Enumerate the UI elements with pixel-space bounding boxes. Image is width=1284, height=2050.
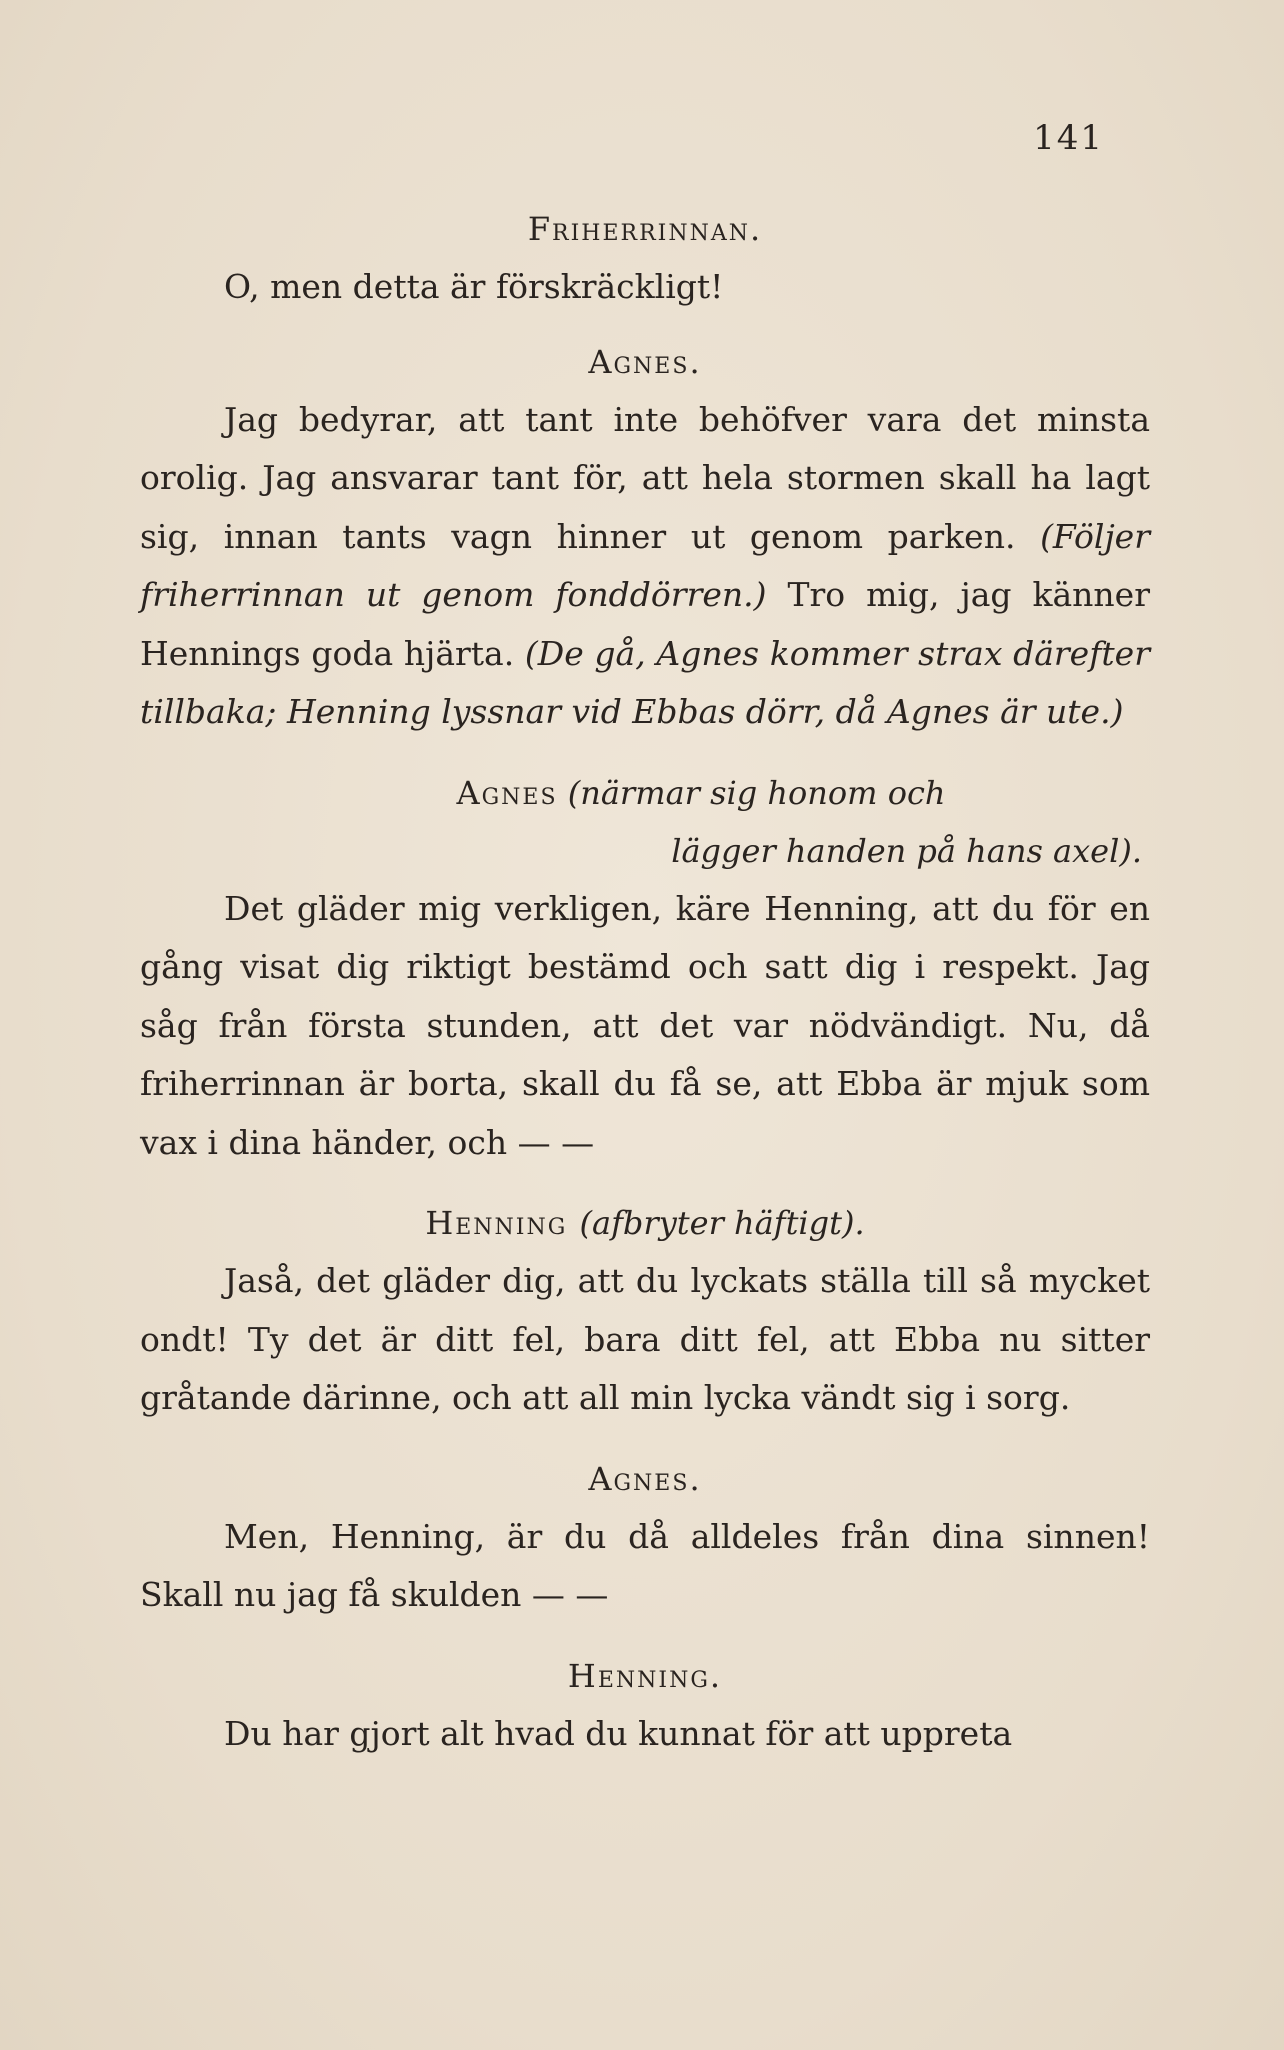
speaker-heading-with-direction — [140, 764, 1150, 822]
dialogue-paragraph — [140, 391, 1150, 742]
dialogue-text: Tro mig, jag känner Hennings goda hjärta. — [140, 575, 1150, 673]
dialogue-paragraph: Det gläder mig verkligen, käre Henning, att du för en gång visat dig riktigt bestämd och satt dig i respekt. Jag såg från första stunden, att det var nödvändigt. Nu, då friherrinnan är borta, skall du få se, att Ebba är mjuk som vax i dina händer, och — — — [140, 888, 1150, 1162]
speaker-heading: Agnes. — [588, 342, 702, 381]
speaker-name: Henning — [425, 1204, 568, 1242]
speaker-heading: Agnes. — [588, 1459, 702, 1498]
dialogue-paragraph: Jaså, det gläder dig, att du lyckats ställa till så mycket ondt! Ty det är ditt fel, bara ditt fel, att Ebba nu sitter gråtande därinne, och att all min lycka vändt sig i sorg. — [140, 1261, 1150, 1417]
speaker-heading: Friherrinnan. — [527, 210, 763, 248]
stage-direction: (De gå, Agnes kommer strax därefter tillbaka; Henning lyssnar vid Ebbas dörr, då Agnes är ute.) — [140, 633, 1150, 731]
speaker-name: Agnes — [456, 773, 558, 812]
stage-direction: (afbryter häftigt). — [579, 1204, 865, 1242]
speaker-heading-with-direction — [140, 1194, 1150, 1252]
speaker-direction-continued — [140, 822, 1150, 880]
dialogue-text: Jag bedyrar, att tant inte behöfver vara det minsta orolig. Jag ansvarar tant för, att hela stormen skall ha lagt sig, innan tants vagn hinner ut genom parken. — [140, 399, 1150, 556]
dialogue-paragraph: Du har gjort alt hvad du kunnat för att uppreta — [224, 1713, 1013, 1753]
stage-direction: lägger handen på hans axel). — [671, 831, 1142, 870]
stage-direction: (Följer friherrinnan ut genom fonddörren.) — [140, 516, 1150, 614]
stage-direction: (närmar sig honom och — [567, 773, 946, 812]
page-number: 141 — [1033, 118, 1104, 158]
dialogue-paragraph: Men, Henning, är du då alldeles från dina sinnen! Skall nu jag få skulden — — — [140, 1516, 1150, 1614]
speaker-heading: Henning. — [567, 1656, 723, 1695]
dialogue-paragraph: O, men detta är förskräckligt! — [224, 267, 724, 306]
text-body — [140, 200, 1150, 1763]
